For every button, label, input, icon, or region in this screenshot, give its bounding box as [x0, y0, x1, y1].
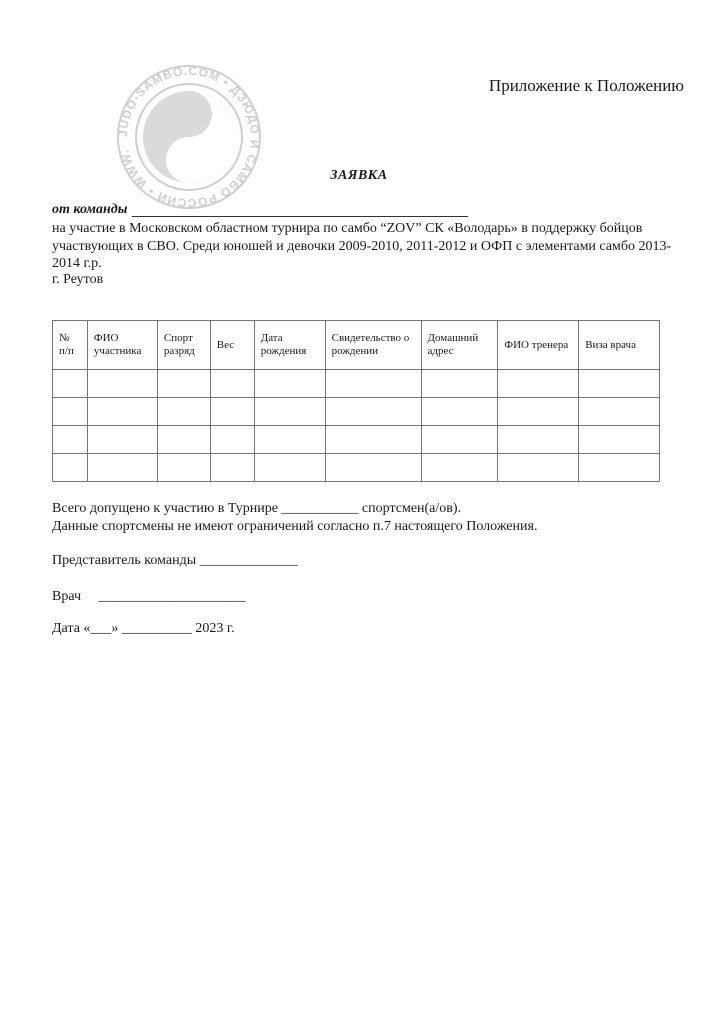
team-name-field-line[interactable]: [132, 216, 468, 217]
date-line: Дата «___» __________ 2023 г.: [52, 621, 235, 636]
col-header-birth-certificate: Свидетельство о рождении: [325, 321, 421, 370]
col-header-birth-date: Дата рождения: [254, 321, 325, 370]
table-row: [53, 426, 660, 454]
table-cell[interactable]: [210, 370, 254, 398]
table-cell[interactable]: [254, 398, 325, 426]
table-row: [53, 454, 660, 482]
col-header-coach: ФИО тренера: [498, 321, 579, 370]
table-cell[interactable]: [498, 398, 579, 426]
table-cell[interactable]: [87, 454, 157, 482]
table-cell[interactable]: [87, 398, 157, 426]
city-text: г. Реутов: [52, 272, 104, 287]
col-header-weight: Вес: [210, 321, 254, 370]
table-cell[interactable]: [53, 426, 88, 454]
appendix-heading: Приложение к Положению: [488, 76, 684, 95]
participants-table: [52, 320, 660, 482]
table-cell[interactable]: [498, 454, 579, 482]
judo-sambo-logo-watermark: [116, 64, 262, 210]
table-cell[interactable]: [421, 426, 498, 454]
restrictions-line: Данные спортсмены не имеют ограничений согласно п.7 настоящего Положения.: [52, 519, 538, 534]
table-cell[interactable]: [579, 398, 660, 426]
team-representative-line: Представитель команды ______________: [52, 553, 298, 568]
table-cell[interactable]: [254, 426, 325, 454]
table-cell[interactable]: [421, 454, 498, 482]
table-cell[interactable]: [53, 454, 88, 482]
table-cell[interactable]: [53, 370, 88, 398]
table-cell[interactable]: [325, 370, 421, 398]
admission-summary: [52, 500, 537, 536]
table-cell[interactable]: [579, 370, 660, 398]
table-cell[interactable]: [421, 370, 498, 398]
table-row: [53, 398, 660, 426]
table-header-row: [53, 321, 660, 370]
col-header-address: Домашний адрес: [421, 321, 498, 370]
col-header-number: № п/п: [53, 321, 88, 370]
table-cell[interactable]: [498, 426, 579, 454]
col-header-name: ФИО участника: [87, 321, 157, 370]
table-cell[interactable]: [157, 454, 210, 482]
doctor-signature-line: Врач _____________________: [52, 589, 246, 604]
application-description: на участие в Московском областном турнира по самбо “ZOV” СК «Володарь» в поддержку бойцов участвующих в СВО. Среди юношей и девочки 2009-2010, 2011-2012 и ОФП с элементами самбо 2013-2014 г.р.: [52, 221, 672, 271]
table-cell[interactable]: [325, 426, 421, 454]
table-cell[interactable]: [579, 454, 660, 482]
table-cell[interactable]: [87, 370, 157, 398]
table-cell[interactable]: [421, 398, 498, 426]
table-cell[interactable]: [53, 398, 88, 426]
watermark-text: JUDO-SAMBO.COM • ДЗЮДО И САМБО РОССИИ • WWW.: [116, 64, 262, 210]
table-cell[interactable]: [498, 370, 579, 398]
table-cell[interactable]: [210, 398, 254, 426]
team-label: от команды: [52, 202, 128, 217]
table-cell[interactable]: [254, 454, 325, 482]
table-row: [53, 370, 660, 398]
document-title: ЗАЯВКА: [330, 168, 388, 183]
col-header-doctor-visa: Виза врача: [579, 321, 660, 370]
table-cell[interactable]: [157, 398, 210, 426]
table-cell[interactable]: [579, 426, 660, 454]
table-cell[interactable]: [157, 426, 210, 454]
table-cell[interactable]: [210, 426, 254, 454]
col-header-rank: Спорт разряд: [157, 321, 210, 370]
table-cell[interactable]: [157, 370, 210, 398]
table-cell[interactable]: [325, 454, 421, 482]
table-cell[interactable]: [325, 398, 421, 426]
table-cell[interactable]: [210, 454, 254, 482]
table-cell[interactable]: [254, 370, 325, 398]
total-admitted-line: Всего допущено к участию в Турнире ___________ спортсмен(а/ов).: [52, 501, 462, 516]
table-cell[interactable]: [87, 426, 157, 454]
